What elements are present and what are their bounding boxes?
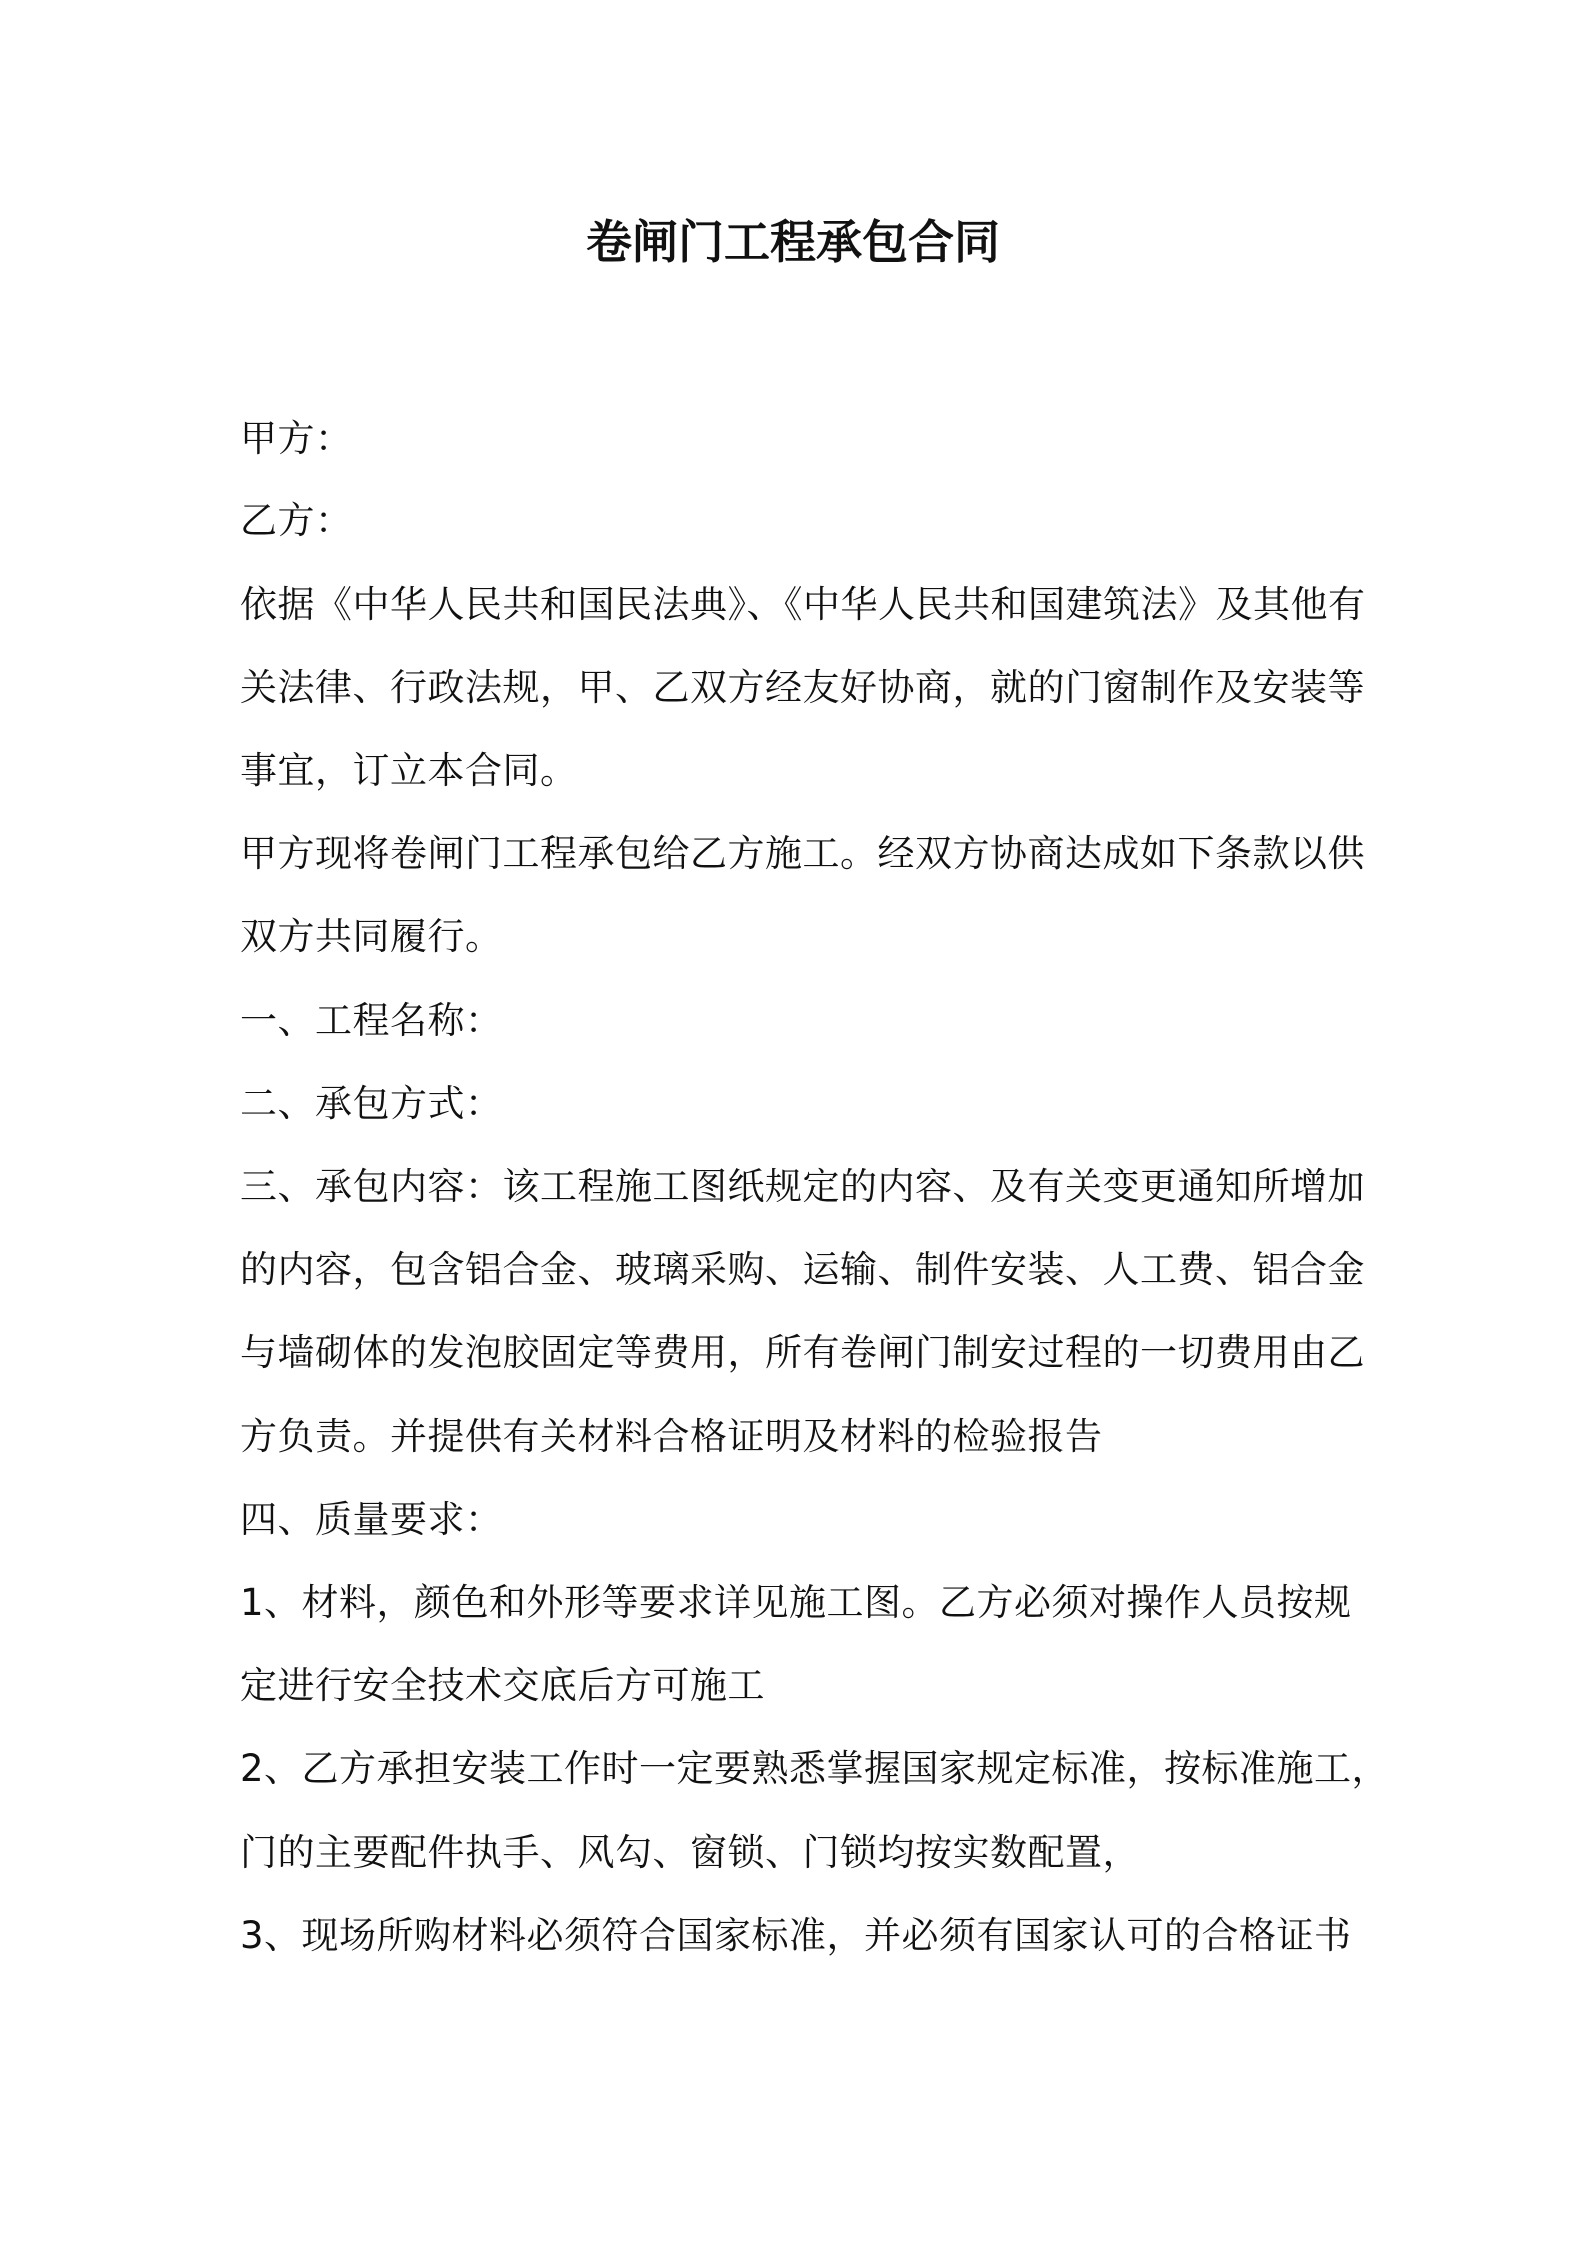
item-1-line-2: 定进行安全技术交底后方可施工 bbox=[240, 1664, 765, 1707]
item-3-line-1: 3、现场所购材料必须符合国家标准，并必须有国家认可的合格证书 bbox=[240, 1914, 1352, 1957]
clause-3-line-2: 的内容，包含铝合金、玻璃采购、运输、制件安装、人工费、铝合金 bbox=[240, 1248, 1365, 1291]
preamble-line-3: 事宜，订立本合同。 bbox=[240, 749, 578, 792]
clause-1-heading: 一、工程名称： bbox=[240, 999, 503, 1042]
preamble-line-2: 关法律、行政法规，甲、乙双方经友好协商，就的门窗制作及安装等 bbox=[240, 666, 1365, 709]
item-2-line-1: 2、乙方承担安装工作时一定要熟悉掌握国家规定标准，按标准施工， bbox=[240, 1747, 1390, 1790]
item-1-line-1: 1、材料，颜色和外形等要求详见施工图。乙方必须对操作人员按规 bbox=[240, 1581, 1352, 1624]
clause-3-line-3: 与墙砌体的发泡胶固定等费用，所有卷闸门制安过程的一切费用由乙 bbox=[240, 1331, 1365, 1374]
party-a-line: 甲方： bbox=[240, 417, 353, 460]
clause-2-heading: 二、承包方式： bbox=[240, 1082, 503, 1125]
clause-3-line-4: 方负责。并提供有关材料合格证明及材料的检验报告 bbox=[240, 1415, 1103, 1458]
preamble-line-1: 依据《中华人民共和国民法典》、《中华人民共和国建筑法》及其他有 bbox=[240, 583, 1366, 626]
intro-line-1: 甲方现将卷闸门工程承包给乙方施工。经双方协商达成如下条款以供 bbox=[240, 832, 1365, 875]
party-b-line: 乙方： bbox=[240, 499, 353, 542]
clause-4-heading: 四、质量要求： bbox=[240, 1498, 503, 1541]
item-2-line-2: 门的主要配件执手、风勾、窗锁、门锁均按实数配置， bbox=[240, 1831, 1140, 1874]
document-title: 卷闸门工程承包合同 bbox=[586, 215, 1000, 269]
clause-3-line-1: 三、承包内容：该工程施工图纸规定的内容、及有关变更通知所增加 bbox=[240, 1165, 1365, 1208]
intro-line-2: 双方共同履行。 bbox=[240, 915, 503, 958]
